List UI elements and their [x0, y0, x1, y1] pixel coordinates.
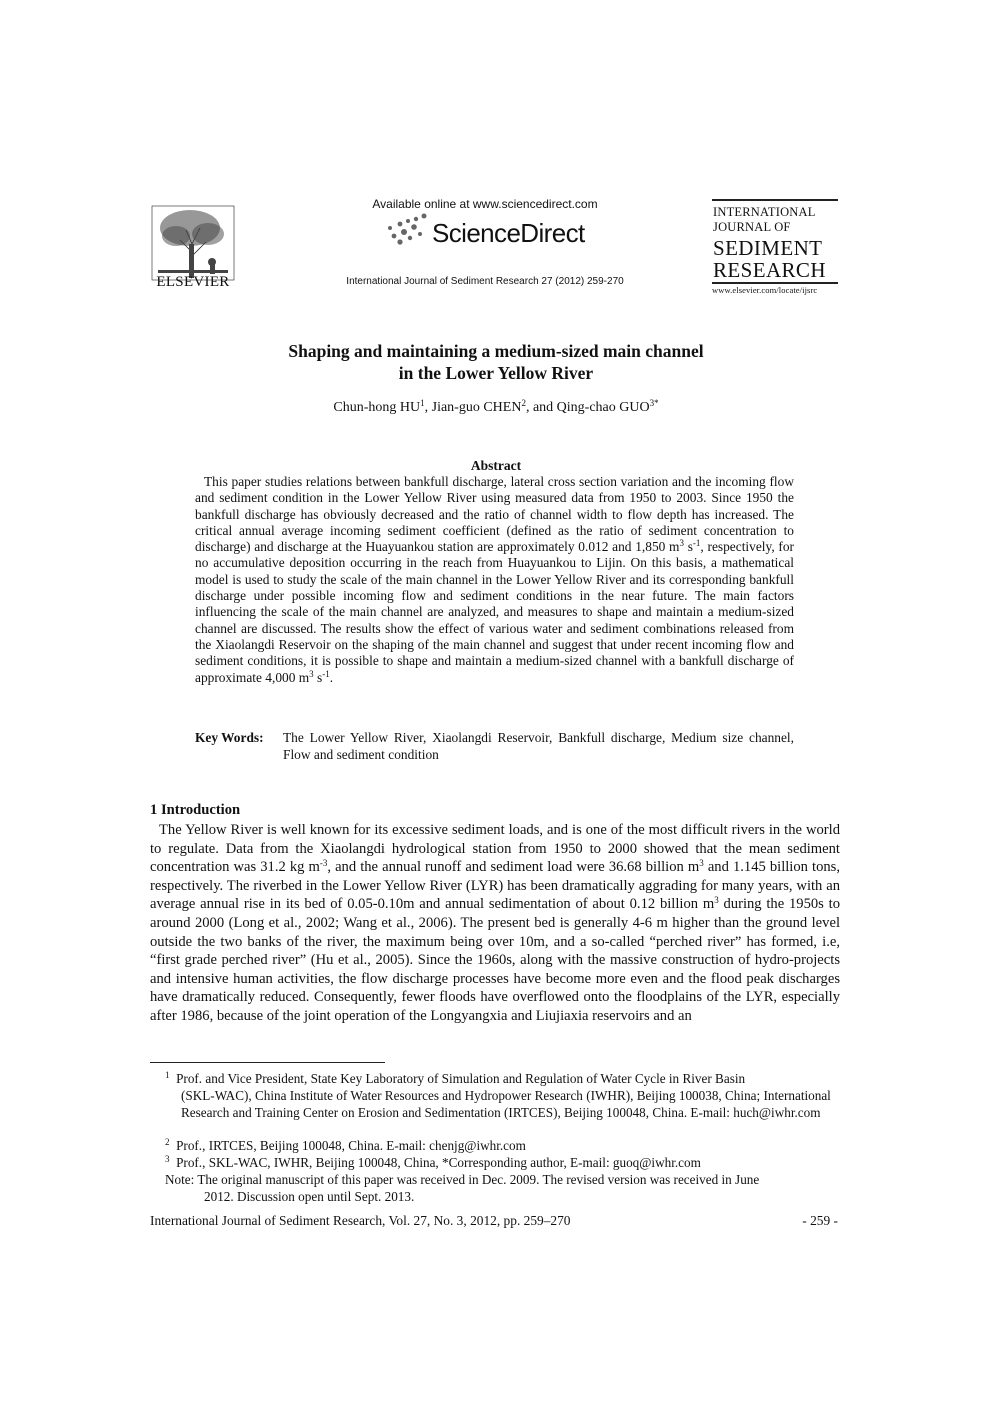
paper-title — [150, 340, 842, 384]
footnote-number: 3 — [165, 1154, 170, 1164]
abstract-text — [195, 474, 794, 686]
superscript: 3 — [679, 538, 684, 549]
author-affiliation-mark: 3* — [649, 398, 659, 408]
sciencedirect-brand: ScienceDirect — [432, 218, 585, 248]
keywords-text: The Lower Yellow River, Xiaolangdi Reservoir, Bankfull discharge, Medium size channel, Flow and sediment condition — [283, 730, 794, 762]
author-name: Jian-guo CHEN — [431, 400, 522, 415]
author-affiliation-mark: 2 — [521, 398, 526, 408]
author-list — [150, 400, 842, 416]
footnote-3 — [165, 1155, 830, 1172]
abstract-text-part: , respectively, for no accumulative deposition occurring in the reach from Huayuankou to Lijin. On this basis, a mathematical model is used to study the scale of the main channel in the Lower Yellow River and its corresponding bankfull discharge under possible incoming flow and sediment conditions in the near future. The main factors influencing the scale of the main channel are analyzed, and measures to shape and maintain a medium-sized channel are discussed. The results show the effect of various water and sediment combinations released from the Xiaolangdi Reservoir on the shaping of the main channel and suggest that under recent incoming flow and sediment conditions, it is possible to shape and maintain a medium-sized channel with a bankfull discharge of approximate 4,000 m — [195, 539, 795, 685]
abstract-text-part: This paper studies relations between bankfull discharge, lateral cross section variation and the incoming flow and sediment condition in the Lower Yellow River using measured data from 1950 to 2003. Since 1950 the bankfull discharge has obviously decreased and the ratio of channel width to flow depth has increased. The critical annual average incoming sediment coefficient (defined as the ratio of sediment concentration to discharge) and discharge at the Huayuankou station are approximately 0.012 and 1,850 m — [195, 474, 794, 555]
keywords-label: Key Words: — [195, 730, 264, 745]
superscript: -3 — [319, 858, 328, 869]
journal-logo-rule — [712, 282, 838, 284]
footnote-1 — [165, 1071, 830, 1088]
sciencedirect-dots-icon — [384, 212, 430, 248]
footnote-text: Prof., IRTCES, Beijing 100048, China. E-mail: chenjg@iwhr.com — [176, 1138, 526, 1153]
section-text — [150, 821, 840, 1026]
superscript: -1 — [692, 538, 701, 549]
section-text-part: The Yellow River is well known for its excessive sediment loads, and is one of the most difficult rivers in the world to regulate. Data from the Xiaolangdi hydrological station from 1950 to 2000 showed that the mean sediment concentration was 31.2 kg m — [150, 822, 840, 876]
page-footer-citation: International Journal of Sediment Research, Vol. 27, No. 3, 2012, pp. 259–270 — [150, 1213, 571, 1228]
footnote-text: Prof., SKL-WAC, IWHR, Beijing 100048, China, *Corresponding author, E-mail: guoq@iwhr.com — [176, 1155, 701, 1170]
author-separator: , — [424, 400, 432, 415]
title-line: Shaping and maintaining a medium-sized main channel — [288, 341, 704, 361]
section-text-part: and 1.145 billion tons, respectively. The riverbed in the Lower Yellow River (LYR) has been dramatically aggrading for many years, with an average annual rise in its bed of 0.05-0.10m and annual sedimentation of about 0.12 billion m — [150, 859, 840, 913]
abstract-heading: Abstract — [470, 458, 522, 473]
author-name: Chun-hong HU — [333, 400, 421, 415]
superscript: 3 — [714, 895, 719, 906]
journal-logo-line4: RESEARCH — [713, 258, 826, 282]
publisher-name: ELSEVIER — [156, 274, 230, 290]
author-separator: , and — [525, 400, 557, 415]
keywords — [195, 729, 794, 763]
section-text-part: during the 1950s to around 2000 (Long et al., 2002; Wang et al., 2006). The present bed is generally 4-6 m higher than the ground level outside the two banks of the river, the maximum being over 10m, and a so-called “perched river” has formed, i.e, “first grade perched river” (Hu et al., 2005). Since the 1960s, along with the massive construction of hydro-projects and intensive human activities, the flow discharge processes have become more even and the flood peak discharges have dramatically reduced. Consequently, fewer floods have overflowed onto the floodplains of the LYR, especially after 1986, because of the joint operation of the Longyangxia and Liujiaxia reservoirs and an — [150, 896, 840, 1024]
author-affiliation-mark: 1 — [420, 398, 425, 408]
journal-citation: International Journal of Sediment Research 27 (2012) 259-270 — [346, 276, 624, 287]
abstract-text-part: s — [313, 669, 323, 685]
superscript: 3 — [699, 858, 704, 869]
available-online-text: Available online at www.sciencedirect.com — [372, 197, 598, 211]
footnote-number: 2 — [165, 1137, 170, 1147]
journal-logo-url: www.elsevier.com/locate/ijsrc — [712, 285, 818, 295]
journal-logo-rule — [712, 199, 838, 201]
journal-logo-line1: INTERNATIONAL — [713, 205, 816, 219]
footnote-rule — [150, 1062, 385, 1063]
footnote-1-continued: (SKL-WAC), China Institute of Water Resources and Hydropower Research (IWHR), Beijing 100038, China; International Research and Training Center on Erosion and Sedimentation (IRTCES), Beijing 100048, China. E-mail: huch@iwhr.com — [181, 1088, 831, 1120]
manuscript-note: Note: The original manuscript of this paper was received in Dec. 2009. The revised version was received in June — [165, 1172, 760, 1187]
footnote-2 — [165, 1138, 830, 1155]
section-heading: 1 Introduction — [150, 802, 241, 818]
superscript: -1 — [322, 668, 330, 679]
journal-logo-line2: JOURNAL OF — [713, 220, 791, 234]
page-number: - 259 - — [802, 1213, 838, 1228]
abstract-text-part: . — [329, 669, 334, 685]
abstract-text-part: s — [683, 539, 693, 555]
footnote-text: Prof. and Vice President, State Key Laboratory of Simulation and Regulation of Water Cycle in River Basin — [176, 1071, 746, 1086]
manuscript-note-continued: 2012. Discussion open until Sept. 2013. — [204, 1189, 415, 1204]
title-line: in the Lower Yellow River — [398, 363, 594, 383]
journal-logo-line3: SEDIMENT — [713, 236, 823, 260]
superscript: 3 — [309, 668, 314, 679]
footnote-number: 1 — [165, 1070, 170, 1080]
author-name: Qing-chao GUO — [556, 400, 650, 415]
section-text-part: , and the annual runoff and sediment load were 36.68 billion m — [327, 859, 700, 876]
